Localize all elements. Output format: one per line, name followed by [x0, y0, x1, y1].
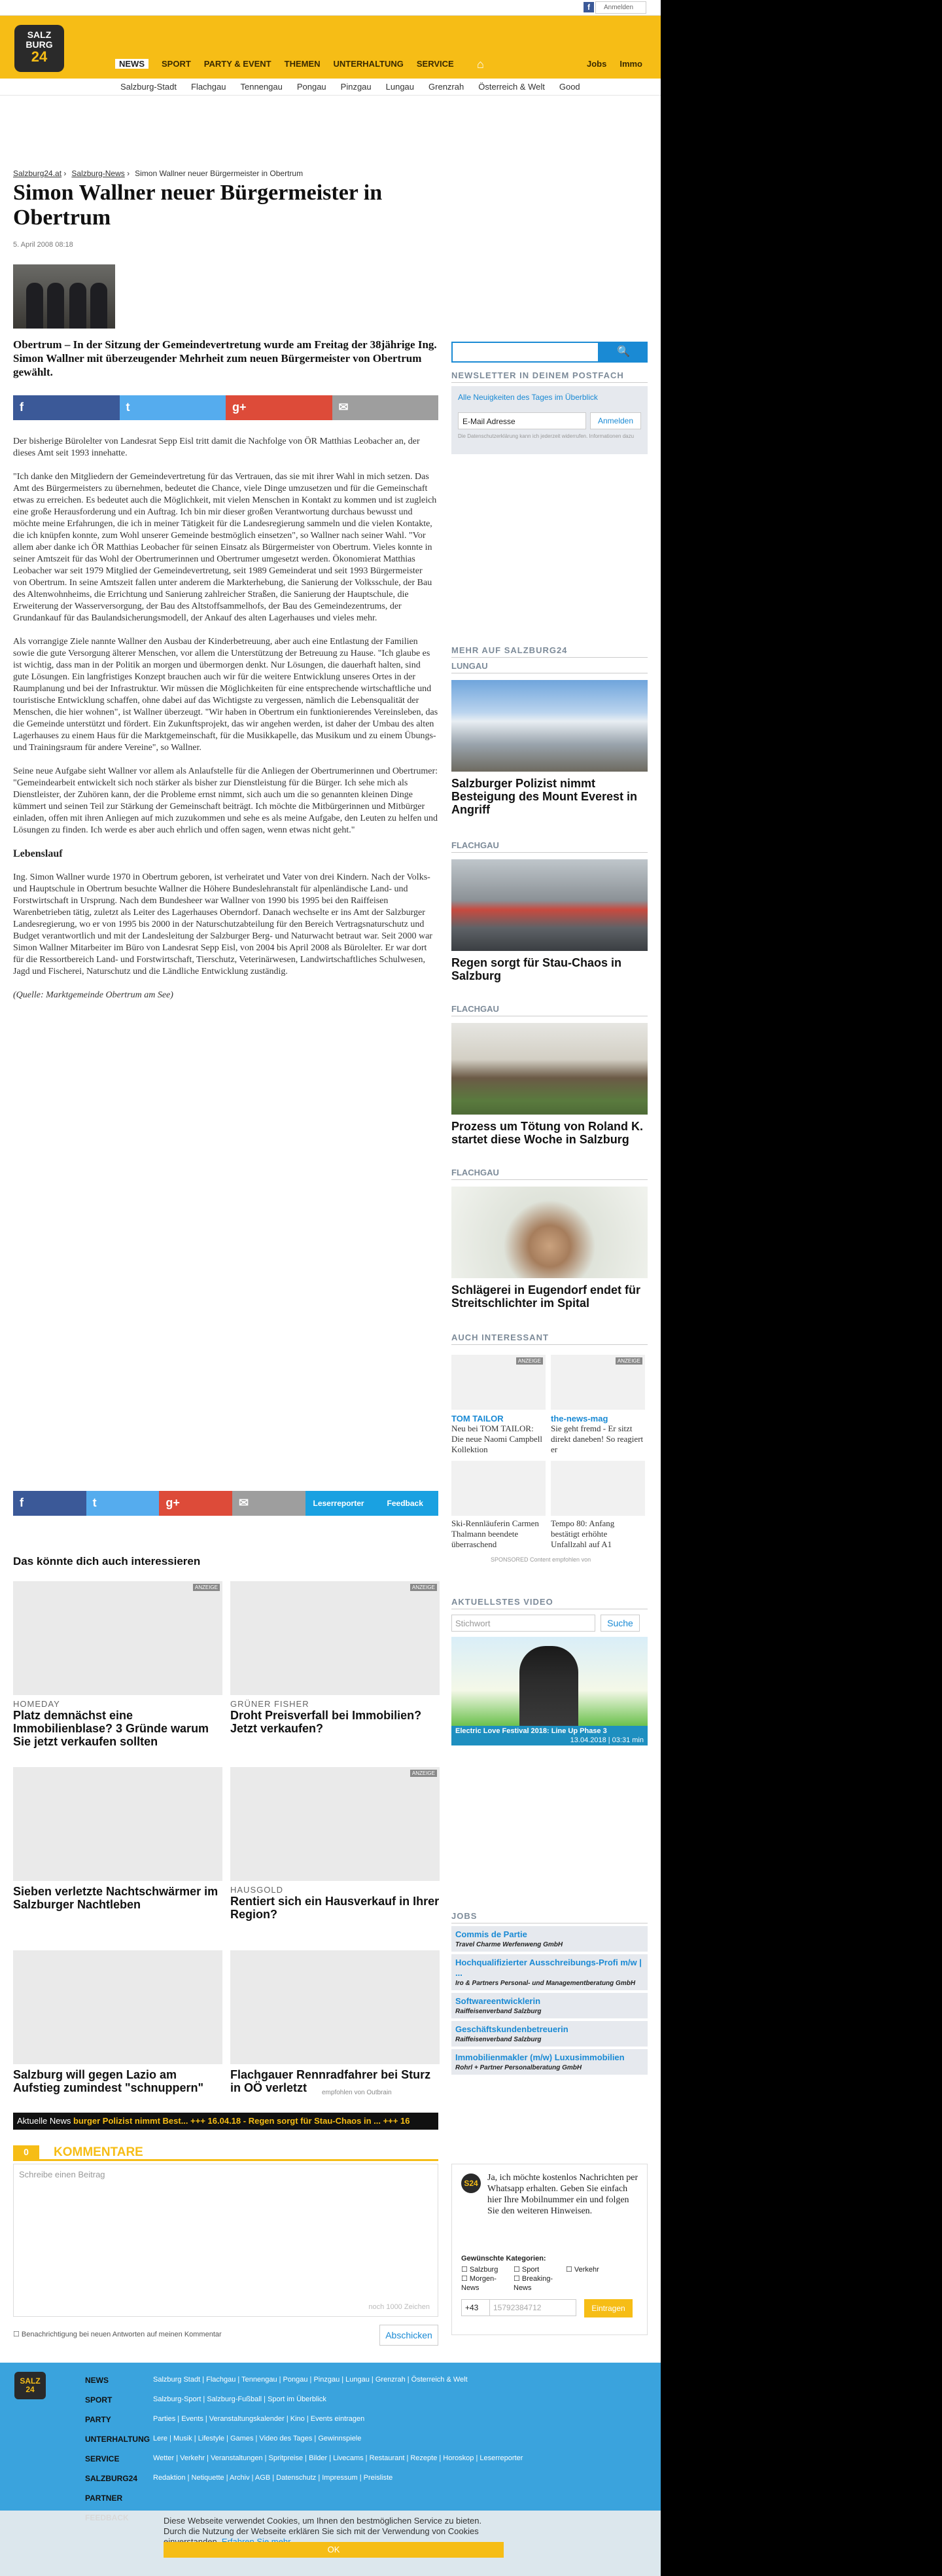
job-title[interactable]: Commis de Partie — [455, 1929, 527, 1939]
share-twitter-button[interactable]: t — [86, 1491, 160, 1516]
subnav-lungau[interactable]: Lungau — [385, 82, 415, 92]
nav-sport[interactable]: SPORT — [162, 59, 191, 69]
whatsapp-signup — [451, 2164, 648, 2335]
newsletter-email-input[interactable]: E-Mail Adresse — [458, 412, 586, 429]
video-info[interactable] — [451, 1726, 648, 1745]
cookie-ok-button[interactable]: OK — [164, 2542, 504, 2558]
recommended-title[interactable]: Salzburg will gegen Lazio am Aufstieg zumindest "schnuppern" — [13, 2068, 204, 2094]
job-company: Rohrl + Partner Personalberatung GmbH — [455, 2064, 582, 2071]
breadcrumb-current: Simon Wallner neuer Bürgermeister in Obertrum — [135, 169, 304, 178]
share-bar-bottom — [13, 1491, 438, 1516]
main-nav — [115, 59, 467, 69]
recommended-title[interactable]: Droht Preisverfall bei Immobilien? Jetzt verkaufen? — [230, 1709, 422, 1735]
recommended-title[interactable]: Flachgauer Rennradfahrer bei Sturz in OÖ verletzt — [230, 2068, 431, 2094]
video-thumbnail[interactable] — [451, 1637, 648, 1726]
newsletter-heading: NEWSLETTER IN DEINEM POSTFACH — [451, 370, 648, 383]
article-paragraph: Der bisherige Bürolelter von Landesrat Sepp Eisl tritt damit die Nachfolge von ÖR Matthias Leobacher an, der dieses Amt seit 1993 innehatte. — [13, 437, 420, 458]
subnav-oesterreich-welt[interactable]: Österreich & Welt — [478, 82, 545, 92]
comment-textarea[interactable] — [13, 2164, 438, 2317]
ad-description[interactable]: Sie geht fremd - Er sitzt direkt daneben! So reagiert er — [551, 1423, 644, 1454]
article-subhead: Lebenslauf — [13, 848, 63, 859]
card-image[interactable] — [451, 1023, 648, 1115]
video-search-input[interactable]: Stichwort — [451, 1615, 595, 1632]
right-nav — [574, 59, 642, 69]
category-options — [461, 2265, 618, 2293]
card-category: FLACHGAU — [451, 1168, 648, 1180]
recommended-title[interactable]: Rentiert sich ein Hausverkauf in Ihrer Region? — [230, 1895, 440, 1921]
video-widget — [451, 1597, 648, 1745]
article-source: (Quelle: Marktgemeinde Obertrum am See) — [13, 990, 173, 1000]
header — [0, 16, 661, 79]
ad-item[interactable] — [551, 1461, 645, 1550]
footer-row[interactable]: PARTNER — [85, 2494, 123, 2503]
footer-row[interactable]: SERVICE Wetter | Verkehr | Veranstaltungen | Spritpreise | Bilder | Livecams | Restaurant | Rezepte | Horoskop | Leserreporter — [85, 2454, 523, 2463]
cookie-banner — [0, 2511, 661, 2576]
nav-jobs[interactable]: Jobs — [586, 59, 607, 69]
comments-title: KOMMENTARE — [54, 2145, 143, 2159]
article-title: Simon Wallner neuer Bürgermeister in Obertrum — [13, 181, 383, 230]
recommended-source: HOMEDAY — [13, 1699, 60, 1709]
article-body — [13, 436, 438, 1013]
comments-header — [13, 2145, 438, 2161]
job-item[interactable] — [451, 1993, 648, 2018]
newsletter-submit-button[interactable]: Anmelden — [590, 412, 641, 429]
footer-logo[interactable]: SALZ 24 — [14, 2372, 46, 2399]
article-paragraph: Ing. Simon Wallner wurde 1970 in Obertrum geboren, ist verheiratet und Vater von drei Kindern. Nach der Volks- und Hauptschule in Obertrum besuchte Wallner die Höhere Bundeslehranstalt für alpenländische Land- und Forstwirtschaft in Ursprung. Nach dem Bundesheer war Wallner von 1990 bis 1995 bei den Raiffeisen Warenbetrieben tätig, zuletzt als Leiter des Lagerhauses Oberndorf. Danach wechselte er ins Amt der Salzburger Landesregierung, wo er von 1995 bis 2000 in der Naturschutzabteilung für den Bereich Vertragsnaturschutz und Budget verantwortlich und mit der Landesleitung der Salzburger Berg- und Naturwacht betraut war. Seit 2000 war Simon Wallner Mitarbeiter im Büro von Landesrat Sepp Eisl, von 2004 bis April 2008 als Bürolelter. Er war dort für die Ressortbereich Land- und Forstwirtschaft, Tierschutz, Veterinärwesen, Landwirtschaftliches Schulwesen, Jagd und Fischerei, Naturschutz und die Ländliche Entwicklung zuständig. — [13, 872, 432, 976]
subnav-pongau[interactable]: Pongau — [296, 82, 326, 92]
share-facebook-button[interactable]: f — [13, 395, 120, 420]
job-title[interactable]: Softwareentwicklerin — [455, 1996, 541, 2006]
more-title: Das könnte dich auch interessieren — [13, 1555, 201, 1567]
categories-heading: Gewünschte Kategorien: — [461, 2255, 546, 2263]
outbrain-label[interactable]: empfohlen von Outbrain — [322, 2089, 392, 2096]
breadcrumb: Salzburg24.at › Salzburg-News › Simon Wallner neuer Bürgermeister in Obertrum — [13, 169, 304, 178]
ticker-item[interactable]: burger Polizist nimmt Best... — [73, 2116, 188, 2126]
share-googleplus-button[interactable]: g+ — [226, 395, 332, 420]
jobs-heading: JOBS — [451, 1911, 648, 1923]
subnav-flachgau[interactable]: Flachgau — [191, 82, 226, 92]
card-image[interactable] — [451, 1187, 648, 1278]
recommended-item[interactable] — [13, 1581, 222, 1748]
country-code-select[interactable]: +43 — [461, 2299, 490, 2316]
video-search-button[interactable]: Suche — [601, 1615, 640, 1632]
category-checkbox[interactable]: ☐ Sport — [514, 2266, 540, 2274]
phone-input[interactable]: 15792384712 — [490, 2299, 576, 2316]
card-category: FLACHGAU — [451, 1004, 648, 1016]
subnav-tennengau[interactable]: Tennengau — [240, 82, 283, 92]
search-icon[interactable]: 🔍 — [599, 342, 648, 363]
article-paragraph: Seine neue Aufgabe sieht Wallner vor allem als Anlaufstelle für die Anliegen der Obertrumerinnen und Obertrumer: "Gemeindearbeit entwickelt sich noch stärker als bisher zur Dienstleistung für die Bürger. Ich sehe mich als Dienstleister, der Zuhören kann, der die Probleme ernst nimmt, sich auch um die so genannten kleinen Dinge kümmert und seinen Teil zur Stärkung der Gemeinschaft beiträgt. Ich möchte die Mitbürgerinnen und Mitbürger einladen, offen mit ihren Anliegen auf mich zuzukommen und sehe es als meine Aufgabe, den Leuten zu helfen und Lösungen zu finden. Ich werde es aber auch ehrlich und offen sagen, wenn etwas nicht geht." — [13, 766, 438, 835]
share-mail-button[interactable]: ✉ — [232, 1491, 305, 1516]
article-image[interactable] — [13, 264, 115, 329]
sidebar-article-card[interactable] — [451, 1168, 648, 1310]
job-item[interactable] — [451, 2049, 648, 2075]
sidebar-search-input[interactable] — [451, 342, 599, 363]
ad-brand[interactable]: TOM TAILOR — [451, 1414, 504, 1423]
share-googleplus-button[interactable]: g+ — [159, 1491, 232, 1516]
ticker-separator: +++ 16.04.18 - — [190, 2116, 247, 2126]
ticker-separator: +++ 16 — [383, 2116, 410, 2126]
ad-label: ANZEIGE — [616, 1357, 642, 1365]
newsletter-box — [451, 386, 648, 454]
nav-unterhaltung[interactable]: UNTERHALTUNG — [333, 59, 404, 69]
ad-label: ANZEIGE — [193, 1584, 220, 1591]
recommended-item[interactable] — [230, 1581, 440, 1735]
facebook-icon[interactable]: f — [584, 2, 594, 12]
video-title[interactable]: Electric Love Festival 2018: Line Up Phase 3 — [455, 1727, 607, 1735]
recommended-source: GRÜNER FISHER — [230, 1699, 309, 1709]
salzburg24-logo[interactable] — [14, 25, 64, 72]
card-title[interactable]: Schlägerei in Eugendorf endet für Streitschlichter im Spital — [451, 1283, 641, 1310]
card-category: FLACHGAU — [451, 840, 648, 853]
ad-item[interactable] — [451, 1355, 546, 1455]
nav-immo[interactable]: Immo — [619, 59, 642, 69]
top-bar — [0, 0, 661, 16]
category-checkbox[interactable]: ☐ Salzburg — [461, 2266, 498, 2274]
ad-label: ANZEIGE — [410, 1770, 437, 1777]
logo-line-1: SALZ — [27, 29, 52, 40]
article-lead: Obertrum – In der Sitzung der Gemeindevertretung wurde am Freitag der 38jährige Ing. Simon Wallner mit überzeugender Mehrheit zum neuen Bürgermeister von Obertrum gewählt. — [13, 338, 437, 378]
ad-item[interactable] — [551, 1355, 645, 1455]
subnav-grenzrah[interactable]: Grenzrah — [428, 82, 464, 92]
share-mail-button[interactable]: ✉ — [332, 395, 439, 420]
sub-nav — [0, 79, 661, 96]
comment-placeholder: Schreibe einen Beitrag — [19, 2170, 105, 2179]
recommended-item[interactable] — [13, 1767, 222, 1911]
whatsapp-text: Ja, ich möchte kostenlos Nachrichten per Whatsapp erhalten. Geben Sie einfach hier Ihre Mobilnummer ein und folgen Sie den weiteren Hinweisen. — [487, 2173, 638, 2216]
article-paragraph: "Ich danke den Mitgliedern der Gemeindevertretung für das Vertrauen, das sie mit ihrer Wahl in mich setzen. Das Amt des Bürgermeisters zu übernehmen, bedeutet die Chance, viele Dinge umzusetzen und für die Gemeinschaft etwas zu erreichen. Es bedeutet auch die Möglichkeit, mit vielen Menschen in Kontakt zu kommen und ist zugleich eine große Herausforderung und ein Auftrag. Ich bin mir dieser großen Verantwortung durchaus bewusst und möchte meine Erfahrungen, die ich in meiner Tätigkeit für die Landesregierung sammeln und die vielen Kontakte, die ich knüpfen konnte, zum Wohl unserer Gemeinde bestmöglich einsetzen", so Wallner nach seiner Wahl. "Vor allem aber danke ich ÖR Matthias Leobacher für seinen Einsatz als Bürgermeister von Obertrum. Vieles konnte in seiner Amtszeit für das Wohl der Obertrumerinnen und Obertrumer umgesetzt werden. Ökonomierat Matthias Leobacher war seit 1979 Mitglied der Gemeindevertretung, seit 1989 Gemeinderat und seit 1993 Bürgermeister von Obertrum. In seine Amtszeit fallen unter anderem die Markterhebung, die Sanierung der Volksschule, der Bau des Altenwohnheims, die Errichtung und Sanierung zahlreicher Straßen, die Sanierung der Hauptschule, die Erweiterung der Wasserversorgung, der Bau des Altstoffsammelhofs, der Bau des Gemeindezentrums, der Grundankauf für das Baulandsicherungsmodell, der Ankauf des alten Lagerhauses und vieles mehr. — [13, 472, 437, 623]
newsletter-text: Alle Neuigkeiten des Tages im Überblick — [458, 393, 598, 402]
interest-heading: AUCH INTERESSANT — [451, 1333, 648, 1345]
submit-comment-button[interactable]: Abschicken — [379, 2325, 438, 2346]
subnav-good[interactable]: Good — [559, 82, 580, 92]
job-company: Raiffeisenverband Salzburg — [455, 2008, 542, 2015]
sidebar-search — [451, 342, 648, 363]
more-heading: MEHR AUF SALZBURG24 — [451, 645, 648, 658]
card-title[interactable]: Salzburger Polizist nimmt Besteigung des Mount Everest in Angriff — [451, 777, 638, 816]
feedback-button[interactable]: Feedback — [372, 1491, 438, 1516]
ticker-item[interactable]: Regen sorgt für Stau-Chaos in ... — [248, 2116, 381, 2126]
nav-party-event[interactable]: PARTY & EVENT — [203, 59, 271, 69]
article-date: 5. April 2008 08:18 — [13, 241, 73, 249]
newsletter-privacy-note: Die Datenschutzerklärung kann ich jederzeit widerrufen. Informationen dazu — [458, 433, 635, 439]
logo-line-2: BURG — [26, 39, 53, 50]
recommended-title[interactable]: Sieben verletzte Nachtschwärmer im Salzburger Nachtleben — [13, 1885, 218, 1911]
share-bar-top — [13, 395, 438, 420]
category-checkbox[interactable]: ☐ Breaking-News — [514, 2275, 553, 2292]
video-date: 13.04.2018 | 03:31 min — [570, 1736, 644, 1744]
news-ticker[interactable] — [13, 2113, 438, 2130]
job-company: Raiffeisenverband Salzburg — [455, 2036, 542, 2043]
category-checkbox[interactable]: ☐ Morgen-News — [461, 2275, 497, 2292]
sidebar-article-card[interactable] — [451, 661, 648, 816]
job-item[interactable] — [451, 1926, 648, 1952]
whatsapp-submit-button[interactable]: Eintragen — [584, 2299, 633, 2317]
recommended-source: HAUSGOLD — [230, 1885, 283, 1895]
ad-description[interactable]: Neu bei TOM TAILOR: Die neue Naomi Campbell Kollektion — [451, 1423, 542, 1454]
nav-news[interactable]: NEWS — [115, 59, 148, 69]
ticker-label: Aktuelle News — [17, 2116, 71, 2126]
footer-row[interactable]: NEWS Salzburg Stadt | Flachgau | Tennengau | Pongau | Pinzgau | Lungau | Grenzrah | Österreich & Welt — [85, 2376, 468, 2385]
job-title[interactable]: Geschäftskundenbetreuerin — [455, 2024, 568, 2034]
home-icon[interactable]: ⌂ — [477, 58, 484, 71]
card-image[interactable] — [451, 859, 648, 951]
logo-line-3: 24 — [31, 48, 48, 65]
footer-row[interactable]: PARTY Parties | Events | Veranstaltungskalender | Kino | Events eintragen — [85, 2415, 365, 2424]
subnav-salzburg-stadt[interactable]: Salzburg-Stadt — [120, 82, 177, 92]
footer-row[interactable]: SALZBURG24 Redaktion | Netiquette | Archiv | AGB | Datenschutz | Impressum | Preisliste — [85, 2474, 393, 2483]
sponsored-label[interactable]: SPONSORED Content empfohlen von — [491, 1556, 591, 1563]
ad-item[interactable] — [451, 1461, 546, 1550]
recommended-item[interactable] — [13, 1950, 222, 2094]
job-company: Iro & Partners Personal- und Managementberatung GmbH — [455, 1980, 636, 1987]
ad-brand[interactable]: the-news-mag — [551, 1414, 608, 1423]
job-title[interactable]: Immobilienmakler (m/w) Luxusimmobilien — [455, 2052, 625, 2062]
recommended-item[interactable] — [230, 1767, 440, 1921]
breadcrumb-home[interactable]: Salzburg24.at — [13, 169, 62, 178]
s24-icon: S24 — [461, 2174, 481, 2193]
nav-service[interactable]: SERVICE — [416, 59, 454, 69]
recommended-item[interactable] — [230, 1950, 440, 2094]
job-item[interactable] — [451, 1954, 648, 1990]
ad-label: ANZEIGE — [410, 1584, 437, 1591]
ad-label: ANZEIGE — [516, 1357, 543, 1365]
leserreporter-button[interactable]: Leserreporter — [305, 1491, 372, 1516]
card-title[interactable]: Prozess um Tötung von Roland K. startet diese Woche in Salzburg — [451, 1120, 644, 1146]
cookie-text: Diese Webseite verwendet Cookies, um Ihnen den bestmöglichen Service zu bieten. Durch die Nutzung der Webseite erklären Sie sich mit der Verwendung von Cookies — [164, 2516, 482, 2536]
card-image[interactable] — [451, 680, 648, 772]
card-title[interactable]: Regen sorgt für Stau-Chaos in Salzburg — [451, 956, 622, 982]
category-checkbox[interactable]: ☐ Verkehr — [566, 2266, 599, 2274]
article-paragraph: Als vorrangige Ziele nannte Wallner den Ausbau der Kinderbetreuung, aber auch eine Entlastung der Familien sowie die gute Versorgung älterer Menschen, vor allem die Unterstützung der Betreuung zu Hause. "Ich glaube es ist wichtig, dass man in der Politik an morgen und übermorgen denkt. Nur Lösungen, die dauerhaft halten, sind gute Lösungen. Ein langfristiges Konzept brauchen auch wir für die weitere Entwicklung unseres Ortes in der Raumplanung und bei der Infrastruktur. Wir müssen die Möglichkeiten für eine entsprechende wirtschaftliche und touristische Entwicklung schaffen, ohne dabei auf das Wichtigste zu vergessen, nämlich die Lebensqualität der Menschen, die hier wohnen", ist Wallner überzeugt. "Wir haben in Obertrum ein funktionierendes Vereinsleben, das die Gemeinde unterstützt und fördert. Ein Zukunftsprojekt, das wir angehen werden, ist daher der Umbau des alten Lagerhauses zu einem Haus für die Marktgemeinschaft, für die Musikkapelle, das Musikum und zu einem Übungs- und Trainingsraum für andere Vereine", so Wallner. — [13, 637, 438, 753]
ad-description[interactable]: Tempo 80: Anfang bestätigt erhöhte Unfallzahl auf A1 — [551, 1518, 615, 1549]
login-button[interactable]: Anmelden — [595, 1, 646, 14]
jobs-widget — [451, 1911, 648, 2075]
job-item[interactable] — [451, 2021, 648, 2047]
footer-row[interactable]: UNTERHALTUNG Lere | Musik | Lifestyle | Games | Video des Tages | Gewinnspiele — [85, 2435, 362, 2444]
job-title[interactable]: Hochqualifizierter Ausschreibungs-Profi m/w | ... — [455, 1958, 642, 1978]
subnav-pinzgau[interactable]: Pinzgau — [340, 82, 372, 92]
comment-count: 0 — [13, 2145, 39, 2159]
notify-checkbox[interactable]: ☐ Benachrichtigung bei neuen Antworten auf meinen Kommentar — [13, 2331, 222, 2338]
nav-themen[interactable]: THEMEN — [284, 59, 321, 69]
footer-row[interactable]: SPORT Salzburg-Sport | Salzburg-Fußball | Sport im Überblick — [85, 2395, 326, 2405]
sidebar-article-card[interactable] — [451, 840, 648, 982]
card-category: LUNGAU — [451, 661, 648, 673]
ad-description[interactable]: Ski-Rennläuferin Carmen Thalmann beendete überraschend — [451, 1518, 539, 1549]
notify-label: Benachrichtigung bei neuen Antworten auf meinen Kommentar — [21, 2331, 222, 2338]
sidebar-article-card[interactable] — [451, 1004, 648, 1146]
breadcrumb-news[interactable]: Salzburg-News — [71, 169, 125, 178]
recommended-title[interactable]: Platz demnächst eine Immobilienblase? 3 Gründe warum Sie jetzt verkaufen sollten — [13, 1709, 209, 1748]
share-twitter-button[interactable]: t — [120, 395, 226, 420]
job-company: Travel Charme Werfenweng GmbH — [455, 1941, 563, 1948]
video-heading: AKTUELLSTES VIDEO — [451, 1597, 648, 1609]
share-facebook-button[interactable]: f — [13, 1491, 86, 1516]
comment-char-limit: noch 1000 Zeichen — [368, 2303, 430, 2311]
